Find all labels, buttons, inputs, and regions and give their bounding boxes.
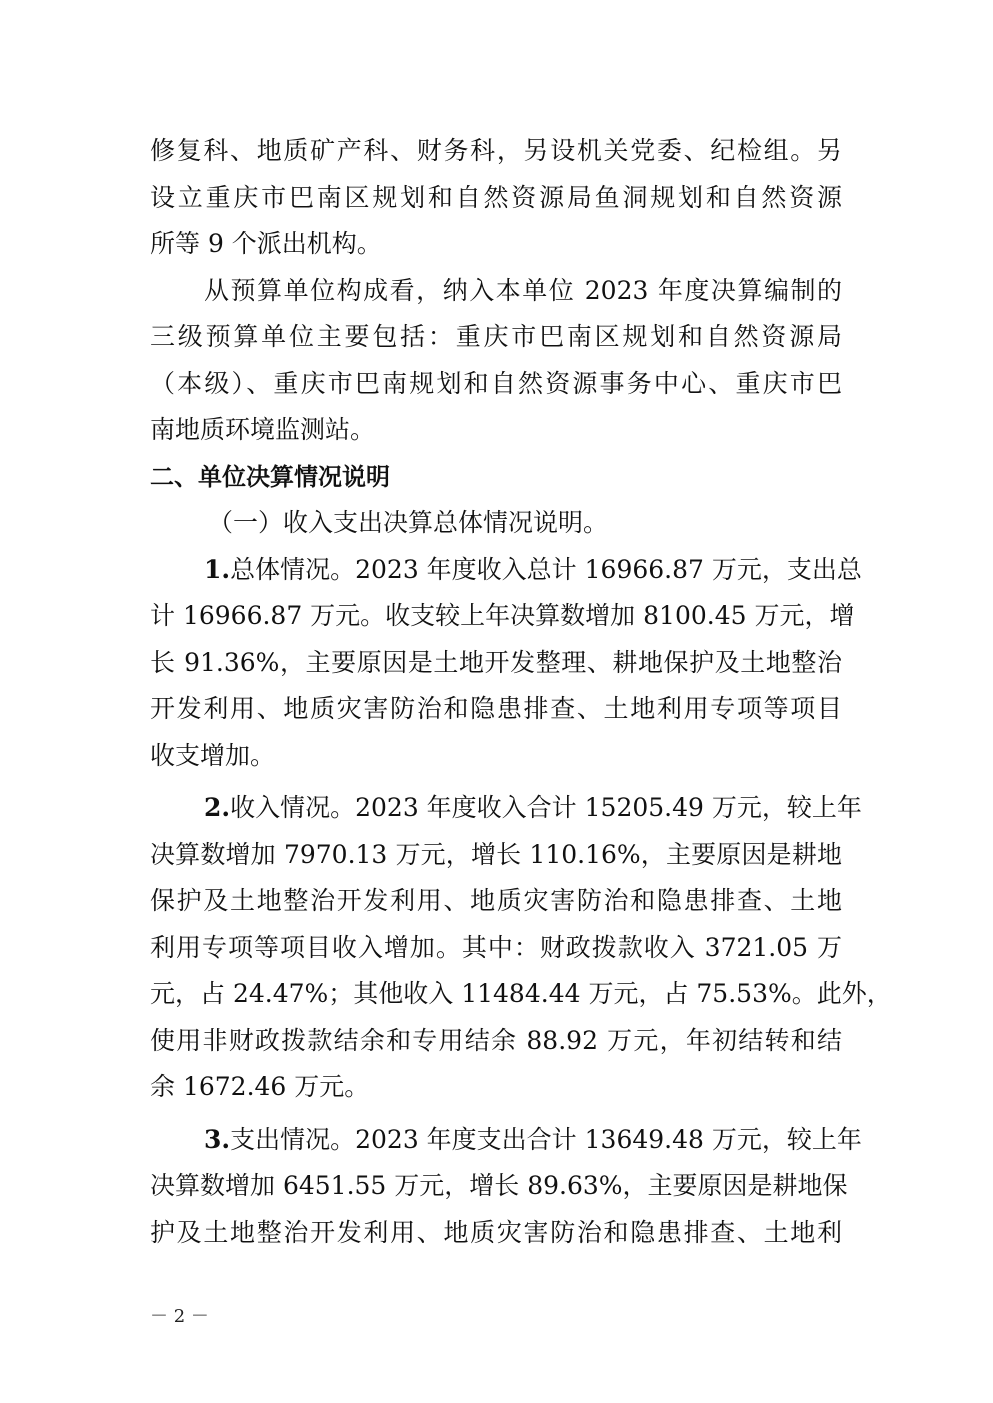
text-line: 从预算单位构成看，纳入本单位 2023 年度决算编制的: [204, 275, 842, 305]
text-line: 决算数增加 7970.13 万元，增长 110.16%，主要原因是耕地: [150, 839, 842, 869]
text-line: 所等 9 个派出机构。: [150, 229, 382, 258]
text-line: 余 1672.46 万元。: [150, 1072, 370, 1101]
subsection-heading: （一）收入支出决算总体情况说明。: [208, 508, 609, 537]
text-line: [150, 1117, 862, 1164]
paragraph-overall: [150, 547, 862, 780]
document-page: [150, 128, 892, 1256]
text-line: 三级预算单位主要包括：重庆市巴南区规划和自然资源局: [150, 322, 842, 351]
page-number: － 2 －: [150, 1306, 209, 1327]
text-line: 修复科、地质矿产科、财务科，另设机关党委、纪检组。另: [150, 136, 842, 165]
text-line: 决算数增加 6451.55 万元，增长 89.63%，主要原因是耕地保: [150, 1171, 848, 1200]
item-number: 2.: [204, 793, 231, 822]
text-span: 支出情况。2023 年度支出合计 13649.48 万元，较上年: [230, 1124, 862, 1154]
paragraph-org-structure: [150, 128, 842, 268]
text-line: [150, 547, 862, 594]
text-line: 利用专项等项目收入增加。其中：财政拨款收入 3721.05 万: [150, 932, 842, 962]
text-line: 计 16966.87 万元。收支较上年决算数增加 8100.45 万元，增: [150, 601, 855, 630]
text-line: 长 91.36%，主要原因是土地开发整理、耕地保护及土地整治: [150, 647, 842, 677]
paragraph-income: [150, 785, 892, 1111]
text-line: 元，占 24.47%；其他收入 11484.44 万元，占 75.53%。此外，: [150, 979, 892, 1008]
text-line: 使用非财政拨款结余和专用结余 88.92 万元，年初结转和结: [150, 1025, 842, 1055]
text-line: 开发利用、地质灾害防治和隐患排查、土地利用专项等项目: [150, 694, 842, 723]
paragraph-budget-units: [150, 268, 842, 454]
text-span: 总体情况。2023 年度收入总计 16966.87 万元，支出总: [230, 554, 862, 584]
text-line: （本级）、重庆市巴南规划和自然资源事务中心、重庆市巴: [150, 368, 842, 398]
text-line: 设立重庆市巴南区规划和自然资源局鱼洞规划和自然资源: [150, 182, 842, 212]
text-line: 收支增加。: [150, 740, 276, 770]
text-line: 保护及土地整治开发利用、地质灾害防治和隐患排查、土地: [150, 886, 842, 915]
item-number: 1.: [204, 554, 231, 584]
section-heading: 二、单位决算情况说明: [150, 462, 390, 491]
paragraph-expenditure: [150, 1117, 862, 1257]
text-line: 护及土地整治开发利用、地质灾害防治和隐患排查、土地利: [150, 1217, 842, 1247]
item-number: 3.: [204, 1124, 231, 1154]
text-line: 南地质环境监测站。: [150, 415, 376, 444]
text-line: [150, 785, 862, 832]
text-span: 收入情况。2023 年度收入合计 15205.49 万元，较上年: [230, 793, 862, 822]
